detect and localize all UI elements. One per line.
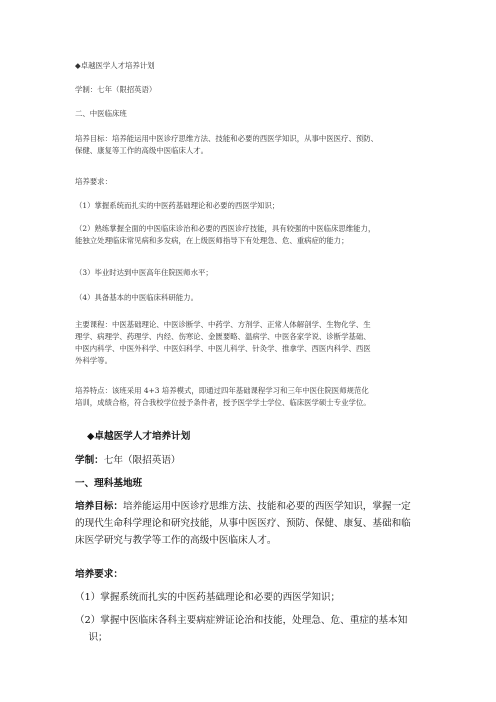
- duration-label: 学制：: [75, 455, 104, 466]
- section1-goal: [75, 133, 378, 157]
- goal-line: 床医学研究与教学等工作的高级中医临床人才。: [75, 535, 277, 546]
- section1-req-3: （3）毕业时达到中医高年住院医师水平；: [75, 268, 213, 277]
- section2-req-1: （1）掌握系统而扎实的中医药基础理论和必要的西医学知识；: [75, 592, 341, 603]
- section1-courses: [75, 319, 371, 367]
- section2-track: 一、理科基地班: [75, 478, 143, 489]
- section1-req-1: （1）掌握系统而扎实的中医药基础理论和必要的西医学知识；: [75, 201, 280, 210]
- req-line: （2）熟练掌握全面的中医临床诊治和必要的西医诊疗技能，具有较强的中医临床思维能力，: [75, 224, 376, 233]
- section1-req-4: （4）具备基本的中医临床科研能力。: [75, 293, 198, 302]
- goal-line: 保健、康复等工作的高级中医临床人才。: [75, 146, 209, 155]
- course-line: 主要课程：中医基础理论、中医诊断学、中药学、方剂学、正常人体解剖学、生物化学、生: [75, 320, 371, 329]
- section2-heading: ◆卓越医学人才培养计划: [87, 431, 191, 442]
- req-line: 识；: [88, 632, 108, 643]
- goal-line: 培养能运用中医诊疗思维方法、技能和必要的西医学知识，掌握一定: [122, 501, 411, 512]
- goal-line: 的现代生命科学理论和研究技能，从事中医医疗、预防、保健、康复、基础和临: [75, 518, 411, 529]
- course-line: 理学、病理学、药理学、内经、伤寒论、金匮要略、温病学、中医各家学说、诊断学基础、: [75, 332, 371, 341]
- course-line: 中医内科学、中医外科学、中医妇科学、中医儿科学、针灸学、推拿学、西医内科学、西医: [75, 344, 371, 353]
- section1-duration: 学制：七年（限招英语）: [75, 85, 157, 94]
- course-line: 外科学等。: [75, 356, 112, 365]
- section2-goal: [75, 498, 430, 549]
- section1-track: 二、中医临床班: [75, 109, 127, 118]
- section2-req-title: 培养要求：: [75, 569, 123, 580]
- duration-value: 七年（限招英语）: [103, 455, 181, 466]
- req-line: 能独立处理临床常见病和多发病，在上级医师指导下有处理急、危、重病症的能力；: [75, 236, 349, 245]
- section1-features: [75, 385, 371, 409]
- req-line: （2）掌握中医临床各科主要病症辨证论治和技能，处理急、危、重症的基本知: [75, 615, 408, 626]
- section1-heading: ◆卓越医学人才培养计划: [75, 61, 155, 70]
- feature-line: 培养特点：该班采用 4+3 培养模式，即通过四年基础课程学习和三年中医住院医师规范化: [75, 386, 369, 395]
- section2-req-2: [75, 612, 430, 646]
- goal-label: 培养目标：: [75, 501, 123, 512]
- section1-req-title: 培养要求：: [75, 177, 112, 186]
- goal-line: 培养目标：培养能运用中医诊疗思维方法、技能和必要的西医学知识，从事中医医疗、预防、: [75, 134, 379, 143]
- section1-req-2: [75, 223, 375, 247]
- section2-duration: [75, 452, 181, 469]
- feature-line: 培训，成绩合格，符合我校学位授予条件者，授予医学学士学位、临床医学硕士专业学位。: [75, 398, 371, 407]
